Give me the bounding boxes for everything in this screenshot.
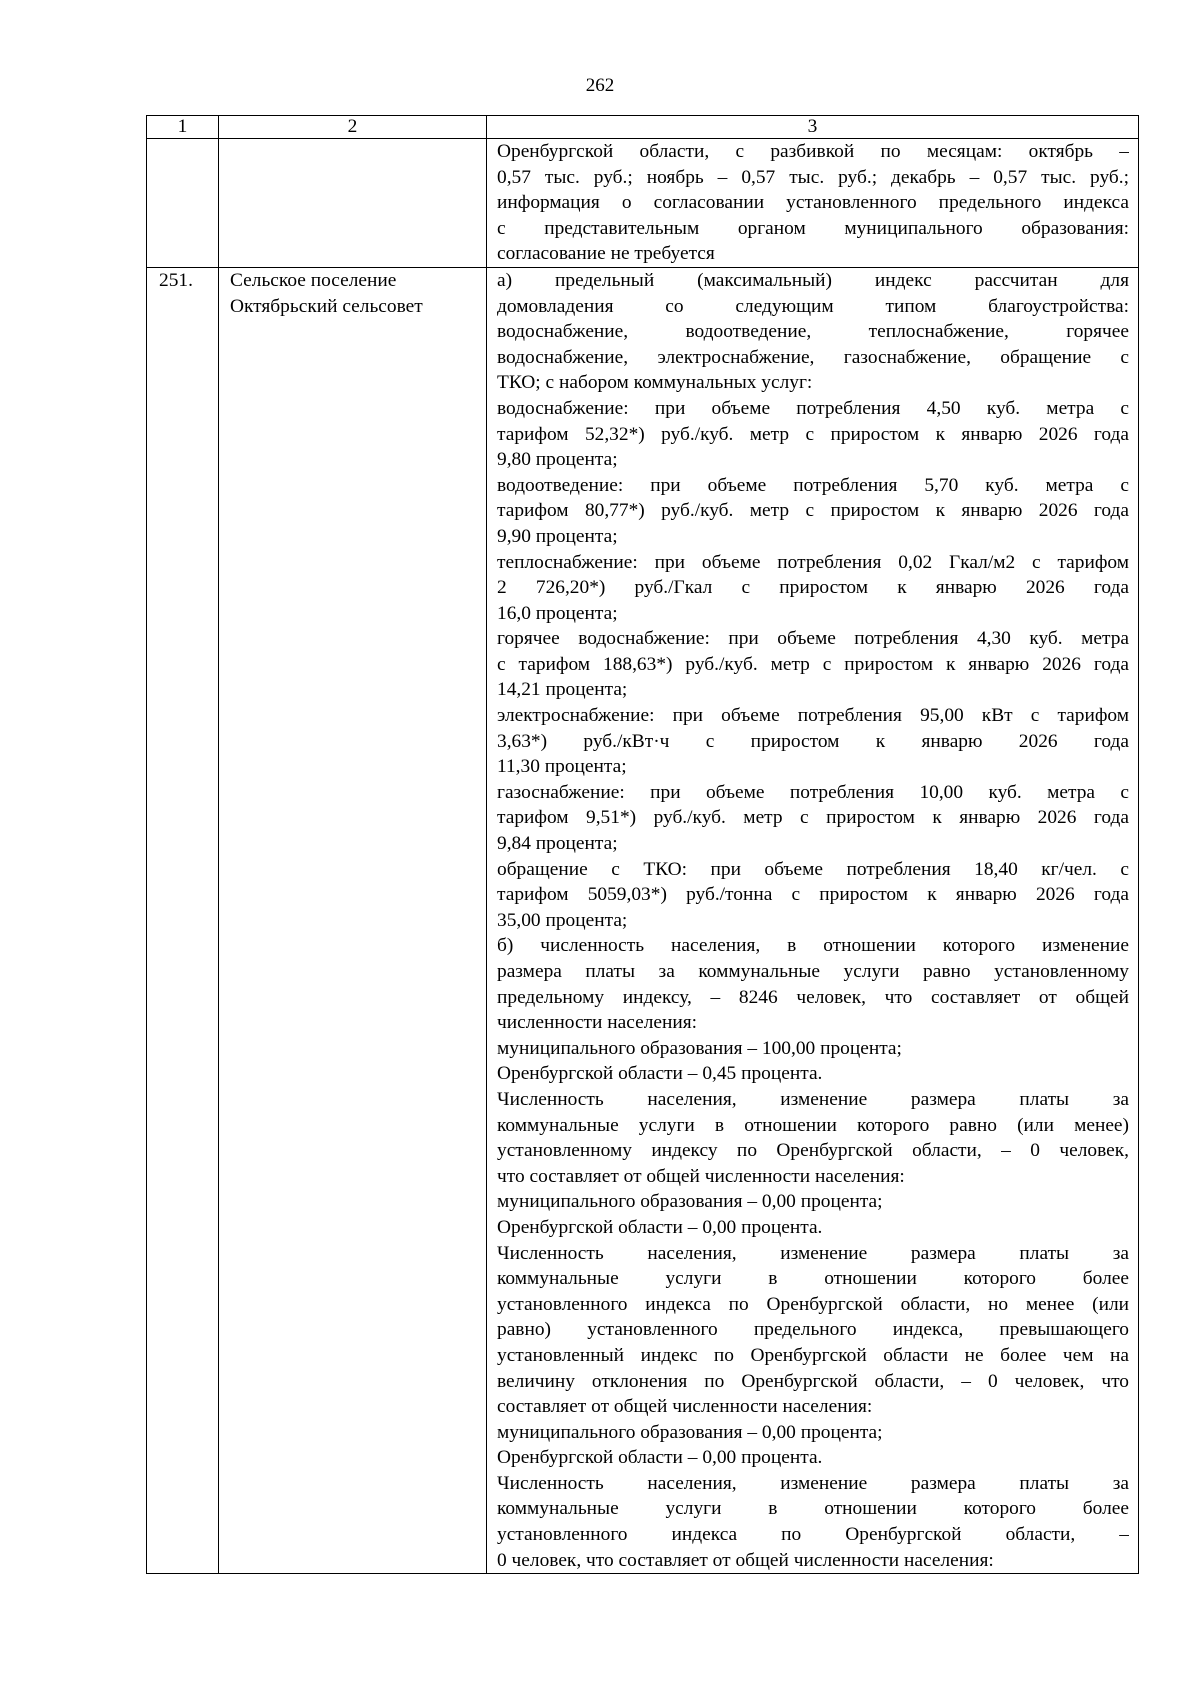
text-line: газоснабжение: при объеме потребления 10,00 куб. метра с [497,781,1129,803]
text-line: муниципального образования – 0,00 процента; [497,1421,883,1443]
text-line: составляет от общей численности населения: [497,1396,873,1418]
text-line: 0,57 тыс. руб.; ноябрь – 0,57 тыс. руб.; декабрь – 0,57 тыс. руб.; [497,166,1129,188]
text-line: Оренбургской области, с разбивкой по месяцам: октябрь – [497,141,1129,162]
row-text-cell [487,267,1139,1573]
text-line: коммунальные услуги в отношении которого более [497,1268,1129,1290]
text-line: ТКО; с набором коммунальных услуг: [497,372,813,394]
text-line: водоснабжение, водоотведение, теплоснабжение, горячее [497,321,1129,343]
header-col-3: 3 [487,116,1139,139]
settlement-name-line: Октябрьский сельсовет [230,295,423,317]
continued-text-cell [487,139,1139,268]
text-line: информация о согласовании установленного предельного индекса [497,192,1129,214]
page-number: 262 [585,75,615,96]
text-line: б) численность населения, в отношении которого изменение [497,935,1129,957]
text-line: установленному индексу по Оренбургской области, – 0 человек, [497,1140,1129,1162]
text-line: 11,30 процента; [497,756,627,778]
table-header-row [147,116,1139,139]
text-line: 3,63*) руб./кВт·ч с приростом к январю 2026 года [497,730,1129,752]
text-line: тарифом 9,51*) руб./куб. метр с приростом к январю 2026 года [497,807,1129,829]
text-line: с представительным органом муниципального образования: [497,217,1129,239]
text-line: тарифом 5059,03*) руб./тонна с приростом к январю 2026 года [497,884,1129,906]
continued-number-cell [147,139,219,268]
text-line: муниципального образования – 100,00 процента; [497,1037,902,1059]
text-line: тарифом 52,32*) руб./куб. метр с приростом к январю 2026 года [497,423,1129,445]
settlement-name-line: Сельское поселение [230,269,397,291]
row-name-cell [219,267,487,1573]
text-line: коммунальные услуги в отношении которого равно (или менее) [497,1114,1129,1136]
text-line: тарифом 80,77*) руб./куб. метр с приростом к январю 2026 года [497,500,1129,522]
text-line: Численность населения, изменение размера платы за [497,1472,1129,1494]
text-line: горячее водоснабжение: при объеме потребления 4,30 куб. метра [497,628,1129,650]
text-line: 14,21 процента; [497,679,628,701]
text-line: водоснабжение, электроснабжение, газоснабжение, обращение с [497,346,1129,368]
text-line: установленного индекса по Оренбургской области, – [497,1524,1129,1546]
text-line: 35,00 процента; [497,909,628,931]
text-line: электроснабжение: при объеме потребления 95,00 кВт с тарифом [497,705,1129,727]
text-line: согласование не требуется [497,243,715,265]
text-line: с тарифом 188,63*) руб./куб. метр с приростом к январю 2026 года [497,653,1129,675]
document-table [146,115,1139,1574]
text-line: размера платы за коммунальные услуги равно установленному [497,961,1129,982]
text-line: величину отклонения по Оренбургской области, – 0 человек, что [497,1370,1129,1392]
row-number-cell [147,267,219,1573]
text-line: предельному индексу, – 8246 человек, что составляет от общей [497,986,1129,1008]
table-row-continued [147,139,1139,268]
text-line: теплоснабжение: при объеме потребления 0,02 Гкал/м2 с тарифом [497,551,1129,573]
text-line: установленный индекс по Оренбургской области не более чем на [497,1344,1129,1366]
text-line: Численность населения, изменение размера платы за [497,1088,1129,1110]
text-line: 9,80 процента; [497,449,618,471]
text-line: водоснабжение: при объеме потребления 4,50 куб. метра с [497,397,1129,419]
text-line: домовладения со следующим типом благоустройства: [497,295,1129,317]
text-line: Численность населения, изменение размера платы за [497,1242,1129,1264]
text-line: а) предельный (максимальный) индекс рассчитан для [497,269,1129,291]
text-line: Оренбургской области – 0,00 процента. [497,1447,823,1469]
table-row-251 [147,267,1139,1573]
text-line: что составляет от общей численности населения: [497,1165,905,1187]
text-line: Оренбургской области – 0,00 процента. [497,1216,823,1238]
text-line: численности населения: [497,1012,698,1034]
text-line: 0 человек, что составляет от общей численности населения: [497,1549,994,1571]
text-line: Оренбургской области – 0,45 процента. [497,1063,823,1085]
text-line: обращение с ТКО: при объеме потребления 18,40 кг/чел. с [497,858,1129,880]
text-line: равно) установленного предельного индекса, превышающего [497,1319,1129,1341]
text-line: водоотведение: при объеме потребления 5,70 куб. метра с [497,474,1129,496]
text-line: 16,0 процента; [497,602,618,624]
row-number: 251. [159,269,193,291]
text-line: 9,90 процента; [497,525,618,547]
text-line: муниципального образования – 0,00 процента; [497,1191,883,1213]
continued-name-cell [219,139,487,268]
header-col-2: 2 [219,116,487,139]
text-line: коммунальные услуги в отношении которого более [497,1498,1129,1520]
header-col-1: 1 [147,116,219,139]
text-line: 2 726,20*) руб./Гкал с приростом к январю 2026 года [497,577,1129,599]
text-line: 9,84 процента; [497,833,618,855]
text-line: установленного индекса по Оренбургской области, но менее (или [497,1293,1129,1315]
